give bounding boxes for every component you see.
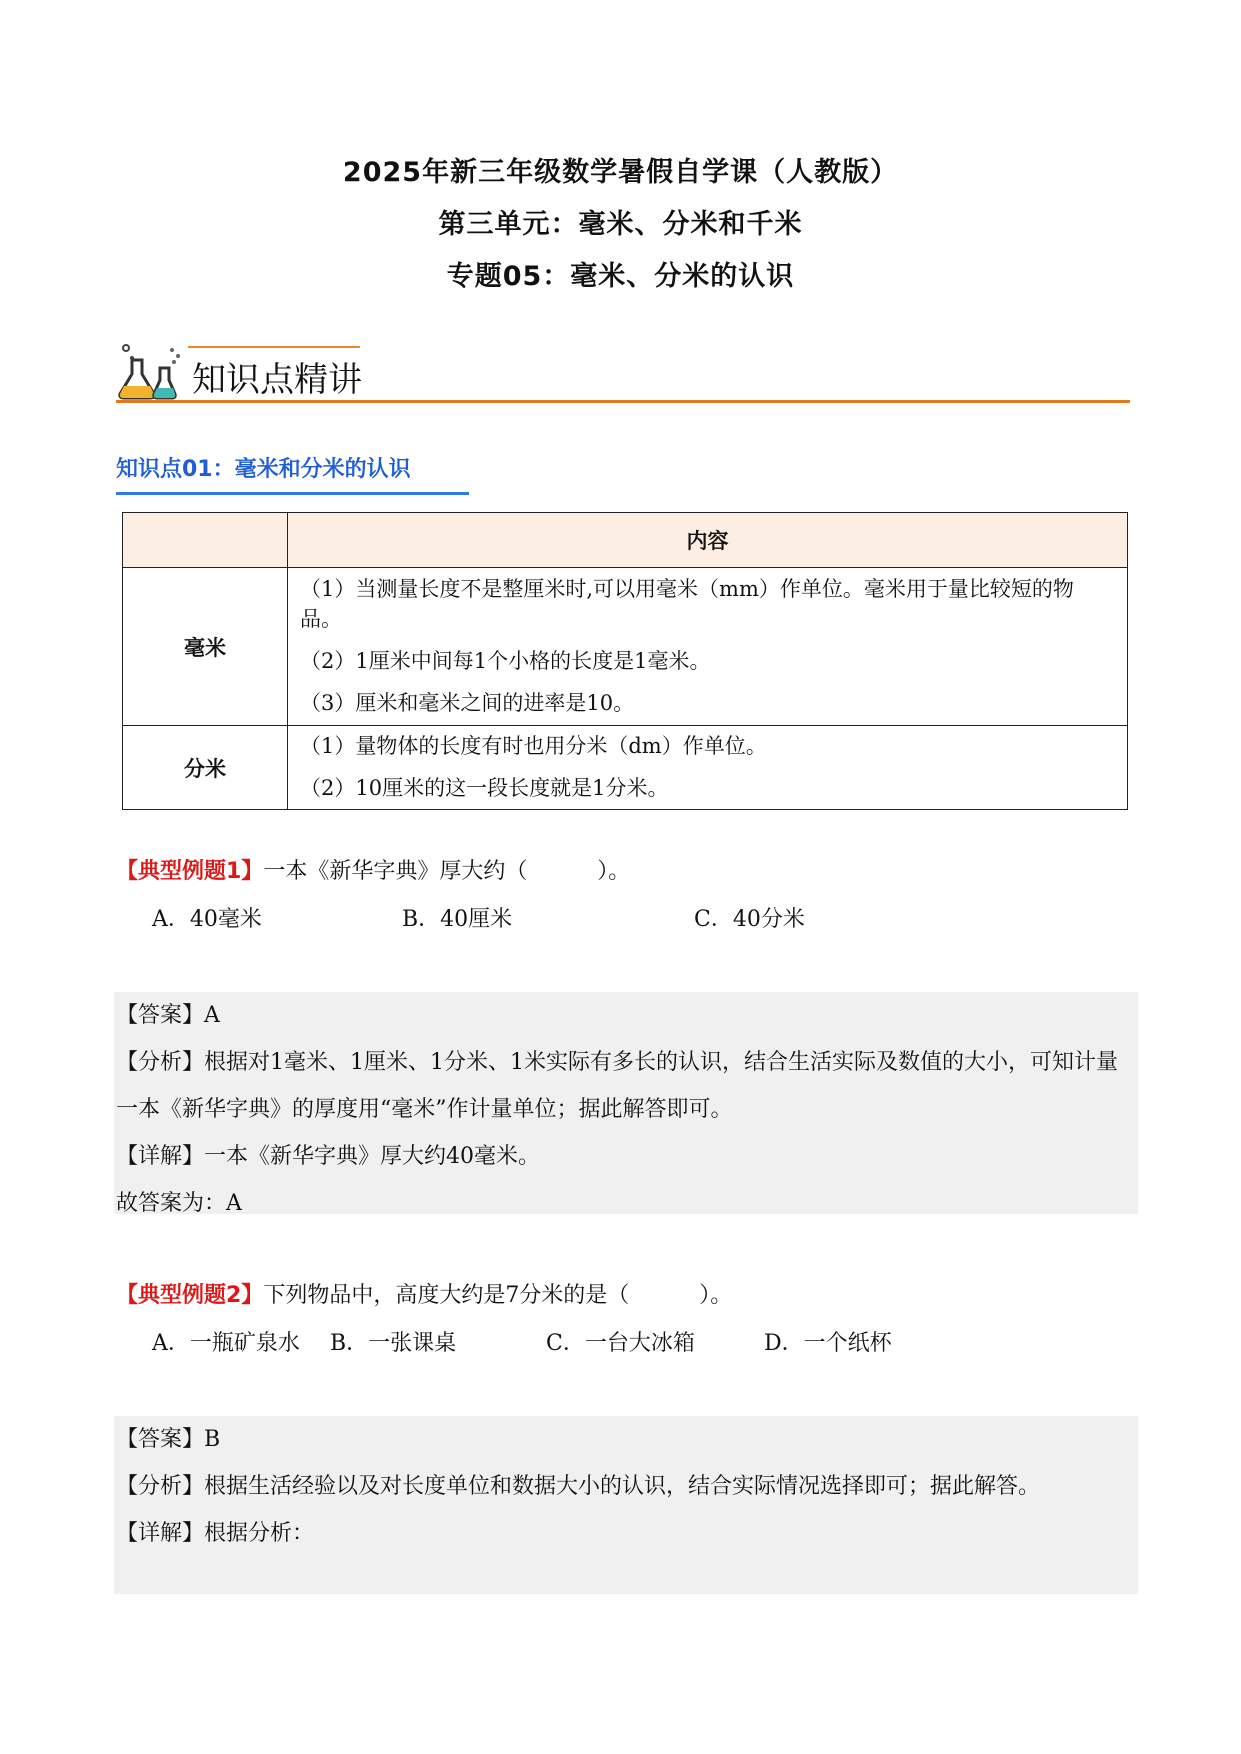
example1-text: 一本《新华字典》厚大约（ ）。: [263, 859, 631, 884]
row-label-dm: 分米: [123, 726, 288, 810]
example2-option-c: C．一台大冰箱: [546, 1331, 695, 1356]
example1-solution: [114, 992, 1138, 1214]
list-item: （2）10厘米的这一段长度就是1分米。: [300, 775, 669, 800]
example2-option-a: A．一瓶矿泉水: [152, 1331, 300, 1356]
table-header-empty: [123, 513, 288, 568]
unit-title: 第三单元：毫米、分米和千米: [438, 209, 803, 240]
example1-answer: 【答案】A: [116, 1003, 220, 1028]
example2-analysis: 【分析】根据生活经验以及对长度单位和数据大小的认识，结合实际情况选择即可；据此解答。: [116, 1474, 1041, 1499]
example2-solution: [114, 1416, 1138, 1594]
topic-title: 专题05：毫米、分米的认识: [446, 261, 795, 292]
example2-option-b: B．一张课桌: [330, 1331, 457, 1356]
knowledge-table: [122, 512, 1128, 810]
header-top-rule: [188, 346, 360, 348]
list-item: （1）当测量长度不是整厘米时,可以用毫米（mm）作单位。毫米用于量比较短的物品。: [300, 576, 1074, 631]
table-header-row: [123, 513, 1128, 568]
list-item: （1）量物体的长度有时也用分米（dm）作单位。: [300, 733, 767, 758]
header-divider: [116, 400, 1130, 403]
example2-tag: 【典型例题2】: [116, 1283, 264, 1308]
row-content-dm: [288, 726, 1128, 810]
table-row: [123, 568, 1128, 726]
example2-question: [116, 1278, 732, 1309]
table-header-content: 内容: [288, 513, 1128, 568]
list-item: （3）厘米和毫米之间的进率是10。: [300, 690, 635, 715]
section-label: 知识点精讲: [192, 360, 362, 400]
flask-icon: [116, 340, 186, 400]
example2-text: 下列物品中，高度大约是7分米的是（ ）。: [263, 1283, 733, 1308]
row-content-mm: [288, 568, 1128, 726]
table-row: [123, 726, 1128, 810]
example1-analysis: 【分析】根据对1毫米、1厘米、1分米、1米实际有多长的认识，结合生活实际及数值的大小，可知计量一本《新华字典》的厚度用“毫米”作计量单位；据此解答即可。: [116, 1050, 1118, 1122]
example1-tag: 【典型例题1】: [116, 859, 264, 884]
example1-option-b: B．40厘米: [402, 907, 513, 932]
document-title: 2025年新三年级数学暑假自学课（人教版）: [342, 157, 899, 188]
list-item: （2）1厘米中间每1个小格的长度是1毫米。: [300, 648, 711, 673]
example1-question: [116, 854, 630, 885]
example2-answer: 【答案】B: [116, 1427, 221, 1452]
example1-detail: 【详解】一本《新华字典》厚大约40毫米。: [116, 1144, 540, 1169]
example2-option-d: D．一个纸杯: [764, 1331, 892, 1356]
knowledge-point-title: 知识点01：毫米和分米的认识: [116, 457, 411, 482]
knowledge-point-underline: [116, 492, 469, 495]
example1-option-a: A．40毫米: [152, 907, 262, 932]
example1-conclusion: 故答案为：A: [116, 1191, 242, 1216]
row-label-mm: 毫米: [123, 568, 288, 726]
example2-detail: 【详解】根据分析：: [116, 1521, 315, 1546]
example1-option-c: C．40分米: [694, 907, 805, 932]
section-header: [116, 336, 1130, 406]
